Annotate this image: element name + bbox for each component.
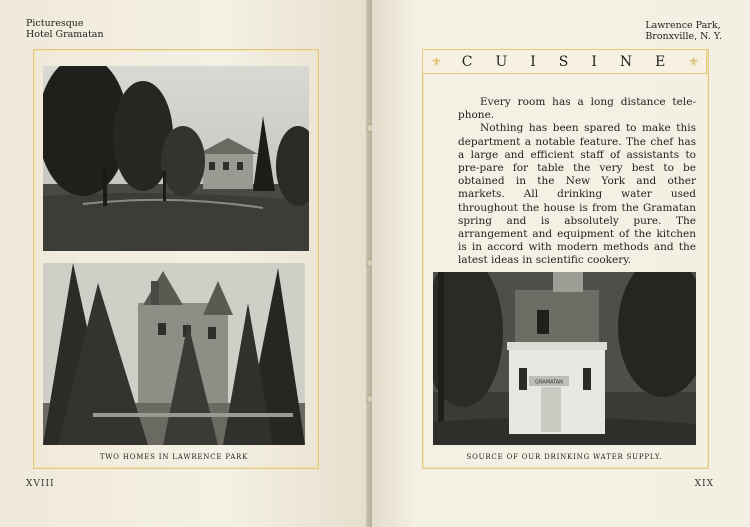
- paragraph-telephone: Every room has a long distance tele-phone.: [458, 96, 696, 122]
- right-page: [372, 0, 750, 527]
- right-page-number: XIX: [694, 479, 714, 489]
- paragraph-cuisine: Nothing has been spared to make this department a notable feature. The chef has a large and efficient staff of assistants to pre-pare for table the very best to be obtained in the New York and other markets. All drinking water used throughout the house is from the Gramatan spring and is absolutely pure. The arrangement and equipment of the kitchen is in accord with modern methods and the latest ideas in scientific cookery.: [458, 122, 696, 267]
- fleur-de-lis-right-icon: ⚜: [688, 54, 700, 69]
- chapter-title-band: [422, 49, 707, 74]
- right-photo-caption: SOURCE OF OUR DRINKING WATER SUPPLY.: [466, 453, 663, 461]
- right-header-line2: Bronxville, N. Y.: [645, 31, 722, 42]
- water-tower-illustration: [433, 272, 696, 445]
- turreted-house-illustration: [43, 263, 305, 445]
- left-page: [0, 0, 370, 527]
- left-header-line1: Picturesque: [26, 18, 84, 29]
- left-page-number: XVIII: [26, 479, 55, 489]
- tower-sign: GRAMATAN: [535, 379, 563, 386]
- right-running-header: [645, 20, 722, 42]
- fleur-de-lis-left-icon: ⚜: [431, 54, 442, 69]
- photo-water-tower: [433, 272, 696, 445]
- body-text: [458, 96, 696, 268]
- right-header-line1: Lawrence Park,: [645, 20, 721, 31]
- left-running-header: [26, 18, 104, 40]
- left-header-line2: Hotel Gramatan: [26, 29, 104, 40]
- house-lawn-illustration: [43, 66, 309, 251]
- photo-house-on-lawn: [43, 66, 309, 251]
- chapter-title: CUISINE: [461, 53, 689, 70]
- photo-turreted-house-among-pines: [43, 263, 305, 445]
- left-photo-caption: TWO HOMES IN LAWRENCE PARK: [99, 453, 249, 461]
